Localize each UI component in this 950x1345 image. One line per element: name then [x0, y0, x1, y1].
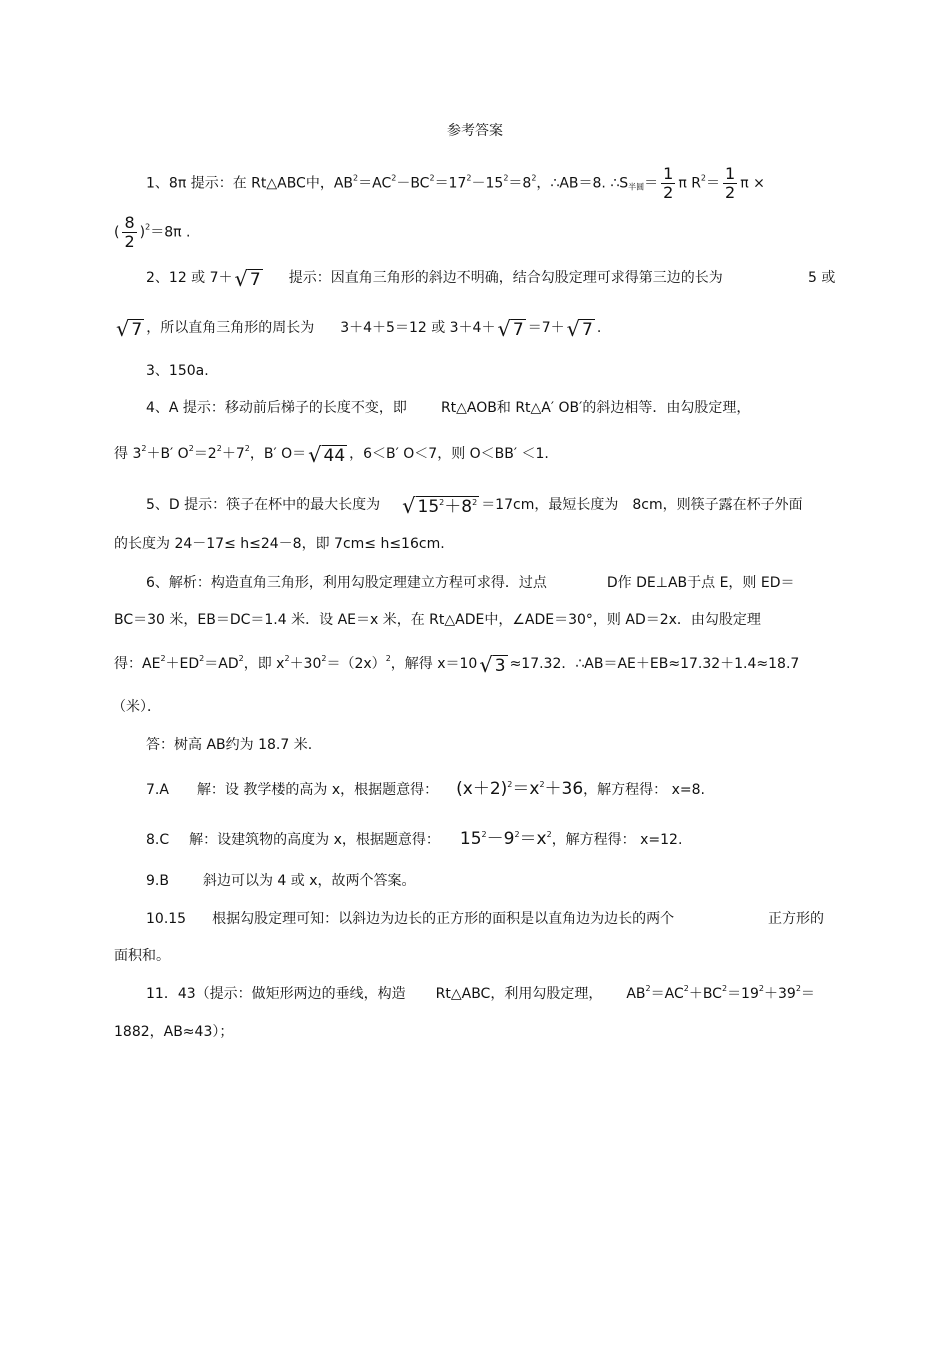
answer-4-line-1: 4、A 提示：移动前后梯子的长度不变，即 Rt△AOB和 Rt△A′ OB′的斜边相等．由勾股定理，	[146, 400, 751, 416]
answer-6-line-1: 6、解析：构造直角三角形，利用勾股定理建立方程可求得．过点 D作 DE⊥AB于点 E，则 ED＝	[146, 575, 795, 591]
answer-2-line-2: √ 7 ，所以直角三角形的周长为 3＋4＋5＝12 或 3＋4＋ √ 7 ＝7＋ √ 7 .	[116, 317, 602, 341]
answer-3: 3、150a.	[146, 363, 209, 379]
answer-4-line-2: 得 $3^2+B'$ $O^2=2^2+7^2$，B′ O＝ √ 44 ，6＜B′ O＜7，则 O＜BB′ ＜1.	[114, 443, 549, 467]
answer-1-line-1: 1、8π 提示：在 Rt△ABC中，$AB^2=AC^2-BC^2=17^2-15^2=8^2$，∴AB＝8. $\therefore S_{半圆}=$ $\frac{1}{2}$ π $R^2=$ $\frac{1}{2}$ π ×	[146, 164, 765, 202]
sqrt-15sq-plus-8sq: √ $15^2+8^2$	[402, 494, 478, 518]
sqrt-7: √ 7	[116, 317, 143, 341]
fraction-eight-halves: $\frac{8}{2}$	[124, 213, 135, 251]
answer-8: 8.C 解：设建筑物的高度为 x，根据题意得： $15^2-9^2=x^2$，解方程得： x=12.	[146, 829, 683, 849]
answer-5-line-1: 5、D 提示：筷子在杯中的最大长度为 √ $15^2+8^2$ ＝17cm，最短长度为 8cm，则筷子露在杯子外面	[146, 494, 803, 518]
answer-1-line-2: ( $\frac{8}{2}$ )$^2$＝8π .	[114, 213, 191, 251]
answer-11-line-2: 1882，AB≈43）；	[114, 1024, 234, 1040]
answer-2-line-1: 2、12 或 7＋ √ 7 提示：因直角三角形的斜边不明确，结合勾股定理可求得第三边的长为	[146, 267, 723, 291]
answer-6-line-4: （米）．	[112, 699, 161, 715]
equation: $(x+2)^2=x^2+36$	[456, 779, 584, 799]
sqrt-7: √ 7	[234, 267, 261, 291]
answer-6-line-2: BC＝30 米，EB＝DC＝1.4 米．设 AE＝x 米，在 Rt△ADE中，∠ADE＝30°，则 AD＝2x．由勾股定理	[114, 612, 761, 628]
answer-10-line-2: 面积和。	[114, 948, 170, 964]
answer-10-end: 正方形的	[768, 911, 824, 927]
subscript-half-circle: 半圆	[628, 182, 645, 192]
answer-9: 9.B 斜边可以为 4 或 x，故两个答案。	[146, 873, 416, 889]
answer-10-line-1: 10.15 根据勾股定理可知：以斜边为边长的正方形的面积是以直角边为边长的两个	[146, 911, 675, 927]
sqrt-7: √ 7	[497, 317, 524, 341]
fraction-one-half: $\frac{1}{2}$	[725, 164, 736, 202]
answer-11-line-1: 11．43（提示：做矩形两边的垂线，构造 Rt△ABC，利用勾股定理， $AB^2=AC^2+BC^2=19^2+39^2=$	[146, 984, 815, 1002]
equation: $15^2-9^2=x^2$	[459, 829, 552, 849]
answer-6-conclusion: 答：树高 AB约为 18.7 米.	[146, 737, 313, 753]
answer-7: 7.A 解：设 教学楼的高为 x，根据题意得： $(x+2)^2=x^2+36$，解方程得： x=8.	[146, 779, 705, 799]
answer-6-line-3: 得：$AE^2+ED^2=AD^2$，即 $x^2+30^2=(2x)^2$，解得 x＝10 √ 3 ≈17.32．∴AB＝AE＋EB≈17.32＋1.4≈18.7	[114, 653, 800, 677]
answer-1-text: 1、8π 提示：在 Rt△ABC中，AB	[146, 175, 354, 192]
answer-2-end: 5 或	[808, 270, 836, 286]
fraction-one-half: $\frac{1}{2}$	[663, 164, 674, 202]
sqrt-7: √ 7	[566, 317, 593, 341]
sqrt-44: √ 44	[308, 443, 346, 467]
sqrt-3: √ 3	[479, 653, 506, 677]
page-title: 参考答案	[447, 123, 503, 139]
answer-5-line-2: 的长度为 24－17≤ h≤24－8，即 7cm≤ h≤16cm.	[114, 536, 445, 552]
